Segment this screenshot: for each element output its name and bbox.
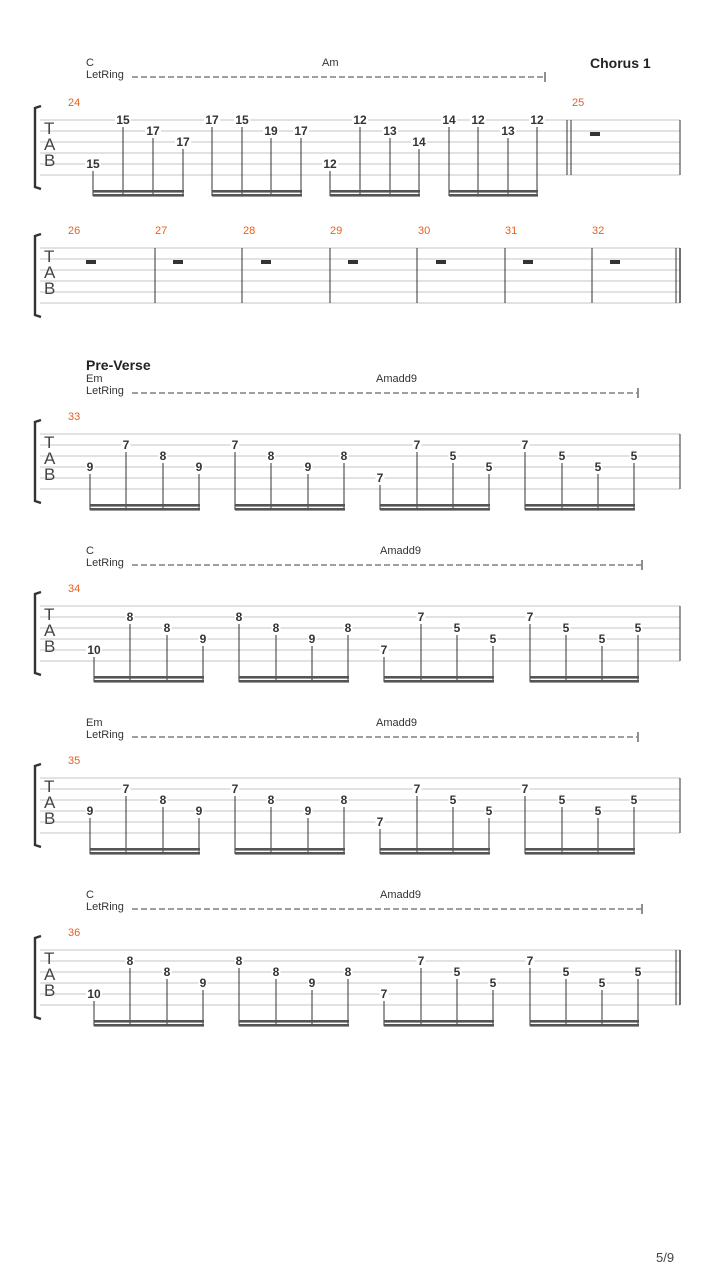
- fret-number: 8: [163, 965, 171, 979]
- note-beam: [525, 848, 635, 851]
- chord-name: C: [86, 889, 94, 901]
- measure-number: 31: [505, 225, 518, 237]
- note-beam: [380, 852, 490, 855]
- tab-clef-letter-b: B: [44, 279, 56, 298]
- fret-number: 5: [485, 804, 493, 818]
- fret-number: 10: [87, 643, 101, 657]
- measure-number: 34: [68, 583, 81, 595]
- tab-clef-letter-t: T: [44, 433, 55, 452]
- chord-name: Amadd9: [380, 889, 421, 901]
- note-beam: [235, 852, 345, 855]
- measure-number: 33: [68, 411, 81, 423]
- tab-clef-letter-a: A: [44, 793, 56, 812]
- fret-number: 8: [267, 793, 275, 807]
- chord-name: Em: [86, 717, 103, 729]
- staff-bracket: [35, 764, 41, 847]
- page-number: 5/9: [656, 1250, 675, 1265]
- note-beam: [90, 848, 200, 851]
- fret-number: 5: [598, 976, 606, 990]
- fret-number: 8: [272, 965, 280, 979]
- measure-number: 32: [592, 225, 605, 237]
- chord-name: Amadd9: [380, 545, 421, 557]
- note-beam: [384, 676, 494, 679]
- note-beam: [525, 508, 635, 511]
- fret-number: 5: [630, 793, 638, 807]
- measure-number: 24: [68, 97, 81, 109]
- fret-number: 5: [562, 621, 570, 635]
- whole-rest: [436, 260, 446, 264]
- fret-number: 7: [376, 471, 384, 485]
- fret-number: 7: [521, 782, 529, 796]
- whole-rest: [590, 132, 600, 136]
- chord-name: Em: [86, 373, 103, 385]
- fret-number: 8: [340, 793, 348, 807]
- fret-number: 8: [163, 621, 171, 635]
- note-beam: [449, 194, 538, 197]
- fret-number: 8: [126, 610, 134, 624]
- note-beam: [235, 504, 345, 507]
- fret-number: 9: [199, 632, 207, 646]
- fret-number: 8: [126, 954, 134, 968]
- note-beam: [212, 190, 302, 193]
- measure-number: 35: [68, 755, 81, 767]
- let-ring-label: LetRing: [86, 557, 124, 569]
- whole-rest: [173, 260, 183, 264]
- fret-number: 9: [304, 460, 312, 474]
- fret-number: 7: [122, 438, 130, 452]
- note-beam: [384, 1020, 494, 1023]
- fret-number: 7: [526, 954, 534, 968]
- note-beam: [384, 680, 494, 683]
- note-beam: [90, 508, 200, 511]
- fret-number: 7: [521, 438, 529, 452]
- note-beam: [94, 680, 204, 683]
- fret-number: 5: [634, 621, 642, 635]
- tab-clef-letter-a: A: [44, 965, 56, 984]
- chord-name: C: [86, 545, 94, 557]
- tab-clef-letter-a: A: [44, 449, 56, 468]
- note-beam: [330, 190, 420, 193]
- note-beam: [530, 676, 639, 679]
- note-beam: [530, 680, 639, 683]
- fret-number: 17: [146, 124, 160, 138]
- fret-number: 5: [594, 460, 602, 474]
- tab-clef-letter-t: T: [44, 777, 55, 796]
- fret-number: 5: [594, 804, 602, 818]
- note-beam: [380, 848, 490, 851]
- note-beam: [239, 1020, 349, 1023]
- tab-clef-letter-t: T: [44, 949, 55, 968]
- chord-name: Am: [322, 57, 339, 69]
- fret-number: 12: [353, 113, 367, 127]
- fret-number: 5: [489, 632, 497, 646]
- tab-clef-letter-b: B: [44, 981, 56, 1000]
- fret-number: 13: [501, 124, 515, 138]
- fret-number: 5: [449, 449, 457, 463]
- staff-bracket: [35, 936, 41, 1019]
- note-beam: [530, 1024, 639, 1027]
- fret-number: 5: [453, 621, 461, 635]
- fret-number: 7: [526, 610, 534, 624]
- fret-number: 7: [122, 782, 130, 796]
- fret-number: 7: [380, 643, 388, 657]
- fret-number: 9: [308, 632, 316, 646]
- fret-number: 9: [304, 804, 312, 818]
- note-beam: [90, 504, 200, 507]
- fret-number: 8: [159, 449, 167, 463]
- fret-number: 7: [231, 782, 239, 796]
- fret-number: 9: [199, 976, 207, 990]
- staff-bracket: [35, 106, 41, 189]
- chord-name: Amadd9: [376, 717, 417, 729]
- whole-rest: [261, 260, 271, 264]
- fret-number: 9: [86, 460, 94, 474]
- fret-number: 8: [267, 449, 275, 463]
- tab-clef-letter-b: B: [44, 637, 56, 656]
- fret-number: 12: [323, 157, 337, 171]
- measure-number: 25: [572, 97, 585, 109]
- measure-number: 26: [68, 225, 81, 237]
- note-beam: [525, 852, 635, 855]
- staff-bracket: [35, 420, 41, 503]
- note-beam: [384, 1024, 494, 1027]
- note-beam: [94, 1020, 204, 1023]
- whole-rest: [86, 260, 96, 264]
- whole-rest: [523, 260, 533, 264]
- fret-number: 8: [159, 793, 167, 807]
- tab-clef-letter-b: B: [44, 465, 56, 484]
- fret-number: 9: [195, 460, 203, 474]
- fret-number: 15: [116, 113, 130, 127]
- chord-name: C: [86, 57, 94, 69]
- fret-number: 14: [442, 113, 456, 127]
- let-ring-label: LetRing: [86, 901, 124, 913]
- tab-clef-letter-a: A: [44, 135, 56, 154]
- fret-number: 5: [453, 965, 461, 979]
- note-beam: [239, 676, 349, 679]
- fret-number: 14: [412, 135, 426, 149]
- fret-number: 7: [380, 987, 388, 1001]
- note-beam: [212, 194, 302, 197]
- tab-clef-letter-a: A: [44, 263, 56, 282]
- fret-number: 9: [308, 976, 316, 990]
- fret-number: 5: [562, 965, 570, 979]
- note-beam: [90, 852, 200, 855]
- fret-number: 5: [558, 449, 566, 463]
- fret-number: 17: [294, 124, 308, 138]
- fret-number: 5: [489, 976, 497, 990]
- fret-number: 8: [344, 965, 352, 979]
- measure-number: 29: [330, 225, 343, 237]
- note-beam: [380, 504, 490, 507]
- note-beam: [239, 1024, 349, 1027]
- whole-rest: [348, 260, 358, 264]
- fret-number: 10: [87, 987, 101, 1001]
- chord-name: Amadd9: [376, 373, 417, 385]
- let-ring-label: LetRing: [86, 385, 124, 397]
- note-beam: [235, 848, 345, 851]
- note-beam: [525, 504, 635, 507]
- fret-number: 9: [195, 804, 203, 818]
- note-beam: [94, 676, 204, 679]
- note-beam: [530, 1020, 639, 1023]
- fret-number: 8: [344, 621, 352, 635]
- fret-number: 5: [634, 965, 642, 979]
- fret-number: 5: [485, 460, 493, 474]
- tab-clef-letter-b: B: [44, 151, 56, 170]
- fret-number: 5: [630, 449, 638, 463]
- note-beam: [380, 508, 490, 511]
- tab-clef-letter-t: T: [44, 247, 55, 266]
- measure-number: 27: [155, 225, 168, 237]
- fret-number: 19: [264, 124, 278, 138]
- fret-number: 17: [176, 135, 190, 149]
- fret-number: 17: [205, 113, 219, 127]
- fret-number: 7: [417, 954, 425, 968]
- fret-number: 5: [449, 793, 457, 807]
- fret-number: 8: [235, 610, 243, 624]
- fret-number: 7: [413, 438, 421, 452]
- measure-number: 30: [418, 225, 431, 237]
- measure-number: 36: [68, 927, 81, 939]
- measure-number: 28: [243, 225, 256, 237]
- tab-clef-letter-t: T: [44, 605, 55, 624]
- fret-number: 9: [86, 804, 94, 818]
- fret-number: 8: [272, 621, 280, 635]
- fret-number: 5: [558, 793, 566, 807]
- let-ring-label: LetRing: [86, 69, 124, 81]
- fret-number: 15: [235, 113, 249, 127]
- tab-clef-letter-t: T: [44, 119, 55, 138]
- fret-number: 13: [383, 124, 397, 138]
- note-beam: [94, 1024, 204, 1027]
- fret-number: 7: [413, 782, 421, 796]
- fret-number: 12: [530, 113, 544, 127]
- section-title: Chorus 1: [590, 55, 651, 71]
- fret-number: 5: [598, 632, 606, 646]
- fret-number: 7: [376, 815, 384, 829]
- tab-clef-letter-b: B: [44, 809, 56, 828]
- staff-bracket: [35, 234, 41, 317]
- staff-bracket: [35, 592, 41, 675]
- note-beam: [239, 680, 349, 683]
- note-beam: [93, 194, 184, 197]
- whole-rest: [610, 260, 620, 264]
- fret-number: 8: [235, 954, 243, 968]
- note-beam: [235, 508, 345, 511]
- tab-clef-letter-a: A: [44, 621, 56, 640]
- section-title: Pre-Verse: [86, 357, 151, 373]
- fret-number: 7: [417, 610, 425, 624]
- note-beam: [93, 190, 184, 193]
- fret-number: 7: [231, 438, 239, 452]
- fret-number: 15: [86, 157, 100, 171]
- note-beam: [449, 190, 538, 193]
- note-beam: [330, 194, 420, 197]
- fret-number: 8: [340, 449, 348, 463]
- let-ring-label: LetRing: [86, 729, 124, 741]
- fret-number: 12: [471, 113, 485, 127]
